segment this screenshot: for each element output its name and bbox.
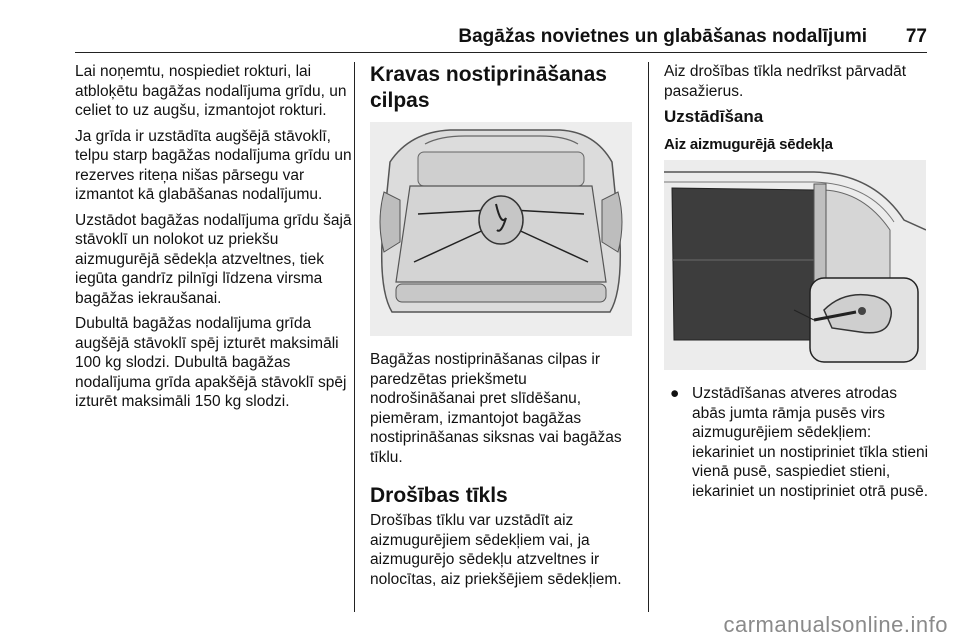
column-divider-1: [354, 62, 355, 612]
paragraph-no-passengers: Aiz drošības tīkla nedrīkst pārvadāt pasažierus.: [664, 63, 907, 100]
bullet-item: [664, 384, 932, 501]
column-divider-2: [648, 62, 649, 612]
paragraph-flat-surface: Uzstādot bagāžas nodalījuma grīdu šajā stāvoklī un nolokot uz priekšu aizmugurējā sēdekļa atzveltnes, tiek iegūta gandrīz pilnīgi līdzena virsma bagāžas iekraušanai.: [75, 211, 352, 307]
column-2: [370, 62, 636, 595]
watermark: carmanualsonline.info: [723, 612, 948, 637]
bullet-text: Uzstādīšanas atveres atrodas abās jumta rāmja pusēs virs aizmugurējiem sēdekļiem: iekariniet un nostipriniet tīkla stieni vienā pusē, saspiediet stieni, iekariniet un nostipriniet otrā pusē.: [692, 385, 929, 500]
paragraph-lashing-eyes: Bagāžas nostiprināšanas cilpas ir paredzētas priekšmetu nodrošināšanai pret slīdēšanu, piemēram, izmantojot bagāžas nostiprināšanas siksnas vai bagāžas tīklu.: [370, 351, 622, 466]
heading-lashing-eyes: Kravas nostiprināšanas cilpas: [370, 63, 607, 112]
bullet-icon: ●: [670, 385, 680, 402]
paragraph-load-limits: Dubultā bagāžas nodalījuma grīda augšējā stāvoklī spēj izturēt maksimāli 100 kg slodzi. Dubultā bagāžas nodalījuma grīda apakšējā stāvoklī spēj izturēt maksimāli 150 kg slodzi.: [75, 315, 347, 410]
column-3: [664, 62, 932, 501]
heading-installation: Uzstādīšana: [664, 107, 764, 126]
paragraph-upper-position: Ja grīda ir uzstādīta augšējā stāvoklī, telpu starp bagāžas nodalījuma grīdu un rezerves riteņa nišas pārsegu var izmantot kā glabāšanas nodalījumu.: [75, 127, 352, 203]
safety-net-illustration: [664, 160, 926, 370]
page-header: [75, 26, 927, 53]
header-title: Bagāžas novietnes un glabāšanas nodalījumi: [458, 26, 867, 47]
lashing-eyes-illustration: [370, 122, 632, 336]
subheading-behind-rear-seat: Aiz aizmugurējā sēdekļa: [664, 135, 833, 153]
paragraph-remove-floor: Lai noņemtu, nospiediet rokturi, lai atbloķētu bagāžas nodalījuma grīdu, un celiet to uz augšu, izmantojot rokturi.: [75, 63, 347, 119]
paragraph-safety-net: Drošības tīklu var uzstādīt aiz aizmugurējiem sēdekļiem vai, ja aizmugurējo sēdekļu atzveltnes ir nolocītas, aiz priekšējiem sēdekļiem.: [370, 512, 622, 588]
page-number: 77: [905, 26, 927, 47]
heading-safety-net: Drošības tīkls: [370, 484, 508, 507]
column-1: [75, 62, 353, 418]
